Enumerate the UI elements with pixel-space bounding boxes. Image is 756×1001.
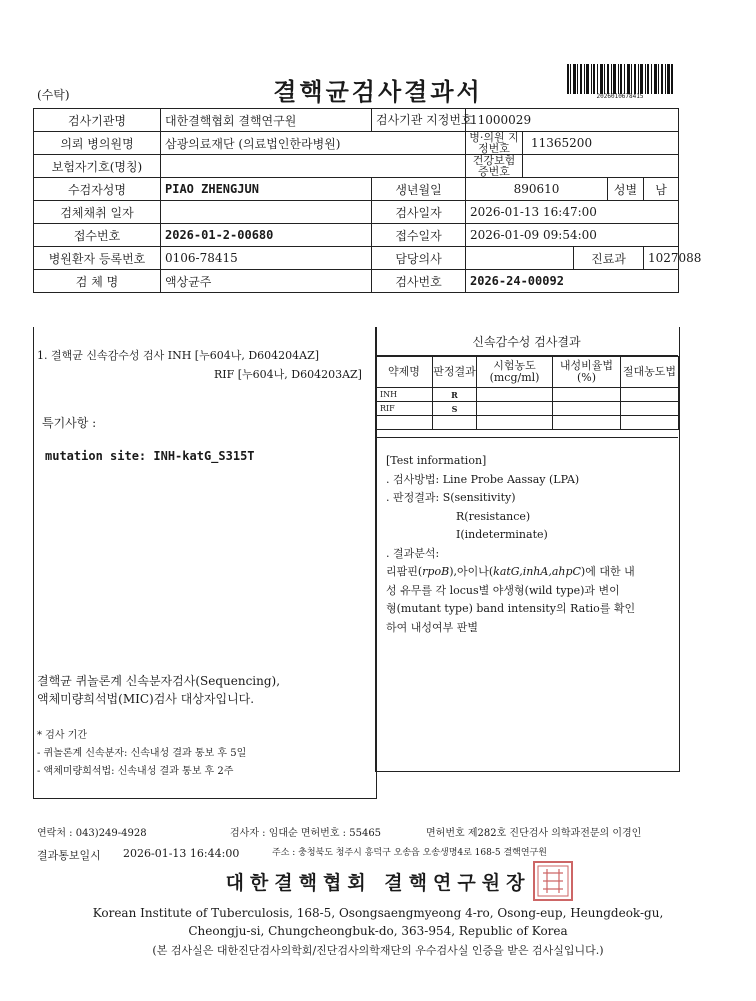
doctor-value [466,247,574,270]
lab-name-value: 대한결핵협회 결핵연구원 [161,109,372,132]
receipt-date-label: 접수일자 [372,224,466,247]
header-result: 판정결과 [433,357,477,388]
patient-name-value: PIAO ZHENGJUN [161,178,372,201]
hosp-code-cell [466,132,679,155]
insurer-value [161,155,466,178]
collect-date-label: 검체채취 일자 [34,201,161,224]
receipt-no-label: 접수번호 [34,224,161,247]
gene-name: rpoB [422,565,450,578]
certification-note: (본 검사실은 대한진단검사의학회/진단검사의학재단의 우수검사실 인증을 받은 검사실입니다.) [152,944,604,957]
drug-result: R [433,388,477,402]
info-line: . 검사방법: Line Probe Aassay (LPA) [386,472,580,486]
test-information [386,452,635,637]
specimen-label: 검 체 명 [34,270,161,293]
lab-code-value: 11000029 [466,109,679,132]
period-title: * 검사 기간 [37,730,87,741]
info-line: . 결과분석: [386,546,440,560]
reg-no-label: 병원환자 등록번호 [34,247,161,270]
doctor-label: 담당의사 [372,247,466,270]
insurer-label: 보험자기호(명칭) [34,155,161,178]
susceptibility-table [375,356,679,430]
health-ins-label: 건강보험 증번호 [466,155,523,177]
req-hospital-label: 의뢰 병의원명 [34,132,161,155]
gene-name: katG,inhA,ahpC [493,565,581,578]
table-row [376,388,679,402]
table-row [376,357,679,388]
table-row [34,247,679,270]
info-line: [Test information] [386,454,487,467]
doctor-license: 면허번호 제282호 진단검사 의학과전문의 이경인 [426,828,642,839]
info-line [386,563,635,582]
table-row [34,201,679,224]
info-line: I(indeterminate) [456,528,548,541]
receipt-no-value: 2026-01-2-00680 [161,224,372,247]
text: ),아이나( [449,565,494,578]
test-line-2: RIF [누604나, D604203AZ] [214,368,362,381]
patient-info-table [33,108,702,293]
table-row [34,132,679,155]
barcode-number: 2026010678415 [596,93,644,100]
header-concentration: 시험농도(mcg/ml) [477,357,553,388]
hosp-code-label: 병·의원 지정번호 [466,132,523,154]
test-line-1: 1. 결핵균 신속감수성 검사 INH [누604나, D604204AZ] [37,349,320,362]
barcode [567,64,673,94]
health-ins-cell [466,155,679,178]
info-line: R(resistance) [456,509,531,523]
address-short: 주소 : 충청북도 청주시 흥덕구 오송읍 오송생명4로 168-5 결핵연구원 [272,848,547,858]
table-row [34,109,679,132]
notify-date: 2026-01-13 16:44:00 [123,847,240,860]
drug-name: RIF [376,402,433,416]
text: )에 대한 내 [580,565,635,578]
test-no-value: 2026-24-00092 [466,270,679,293]
table-row [34,178,679,201]
lab-name-label: 검사기관명 [34,109,161,132]
sex-value: 남 [644,178,679,201]
info-line: 성 유무를 각 locus별 야생형(wild type)과 변이 [386,583,620,597]
mutation-site: mutation site: INH-katG_S315T [45,449,255,463]
text: 리팜핀( [386,565,423,578]
contact-phone: 연락처 : 043)249-4928 [37,828,147,839]
test-date-label: 검사일자 [372,201,466,224]
table-row [34,155,679,178]
susceptibility-title: 신속감수성 검사결과 [375,329,678,356]
note-line-2: 액체미량희석법(MIC)검사 대상자입니다. [37,692,255,706]
table-row [376,416,679,430]
drug-name: INH [376,388,433,402]
table-row [34,270,679,293]
info-line: 하여 내성여부 판별 [386,620,479,634]
address-line-1: Korean Institute of Tuberculosis, 168-5, Osongsaengmyeong 4-ro, Osong-eup, Heungdeok-gu, [92,906,664,920]
info-line: 형(mutant type) band intensity의 Ratio를 확인 [386,602,636,615]
req-hospital-value: 삼광의료재단 (의료법인한라병원) [161,132,466,155]
dept-value: 1027088 [644,247,679,270]
collect-date-value [161,201,372,224]
table-row [34,224,679,247]
receipt-date-value: 2026-01-09 09:54:00 [466,224,679,247]
document-title: 결핵균검사결과서 [273,77,483,106]
test-date-value: 2026-01-13 16:47:00 [466,201,679,224]
specimen-value: 액상균주 [161,270,372,293]
header-absolute: 절대농도법 [621,357,679,388]
remarks-label: 특기사항 : [42,416,97,430]
info-line: . 판정결과: S(sensitivity) [386,491,516,504]
divider [375,437,678,438]
address-line-2: Cheongju-si, Chungcheongbuk-do, 363-954, Republic of Korea [188,924,568,938]
note-line-1: 결핵균 퀴놀론계 신속분자검사(Sequencing), [37,674,281,688]
tester-info: 검사자 : 임대순 면허번호 : 55465 [230,828,382,839]
lab-code-label: 검사기관 지정번호 [372,109,466,132]
period-line-1: - 퀴놀론계 신속분자: 신속내성 결과 통보 후 5일 [37,748,247,759]
request-type-label: (수탁) [37,88,70,102]
sex-label: 성별 [608,178,644,201]
table-row [376,402,679,416]
drug-result: S [433,402,477,416]
hosp-code-value: 11365200 [531,136,593,150]
reg-no-value: 0106-78415 [161,247,372,270]
institute-name: 대한결핵협회 결핵연구원장 [225,872,531,894]
dept-label: 진료과 [574,247,644,270]
patient-name-label: 수검자성명 [34,178,161,201]
header-proportion: 내성비율법(%) [553,357,621,388]
test-no-label: 검사번호 [372,270,466,293]
period-line-2: - 액체미량희석법: 신속내성 결과 통보 후 2주 [37,766,234,777]
dob-label: 생년월일 [372,178,466,201]
notify-label: 결과통보일시 [37,849,101,862]
header-drug: 약제명 [376,357,433,388]
dob-value: 890610 [466,178,608,201]
